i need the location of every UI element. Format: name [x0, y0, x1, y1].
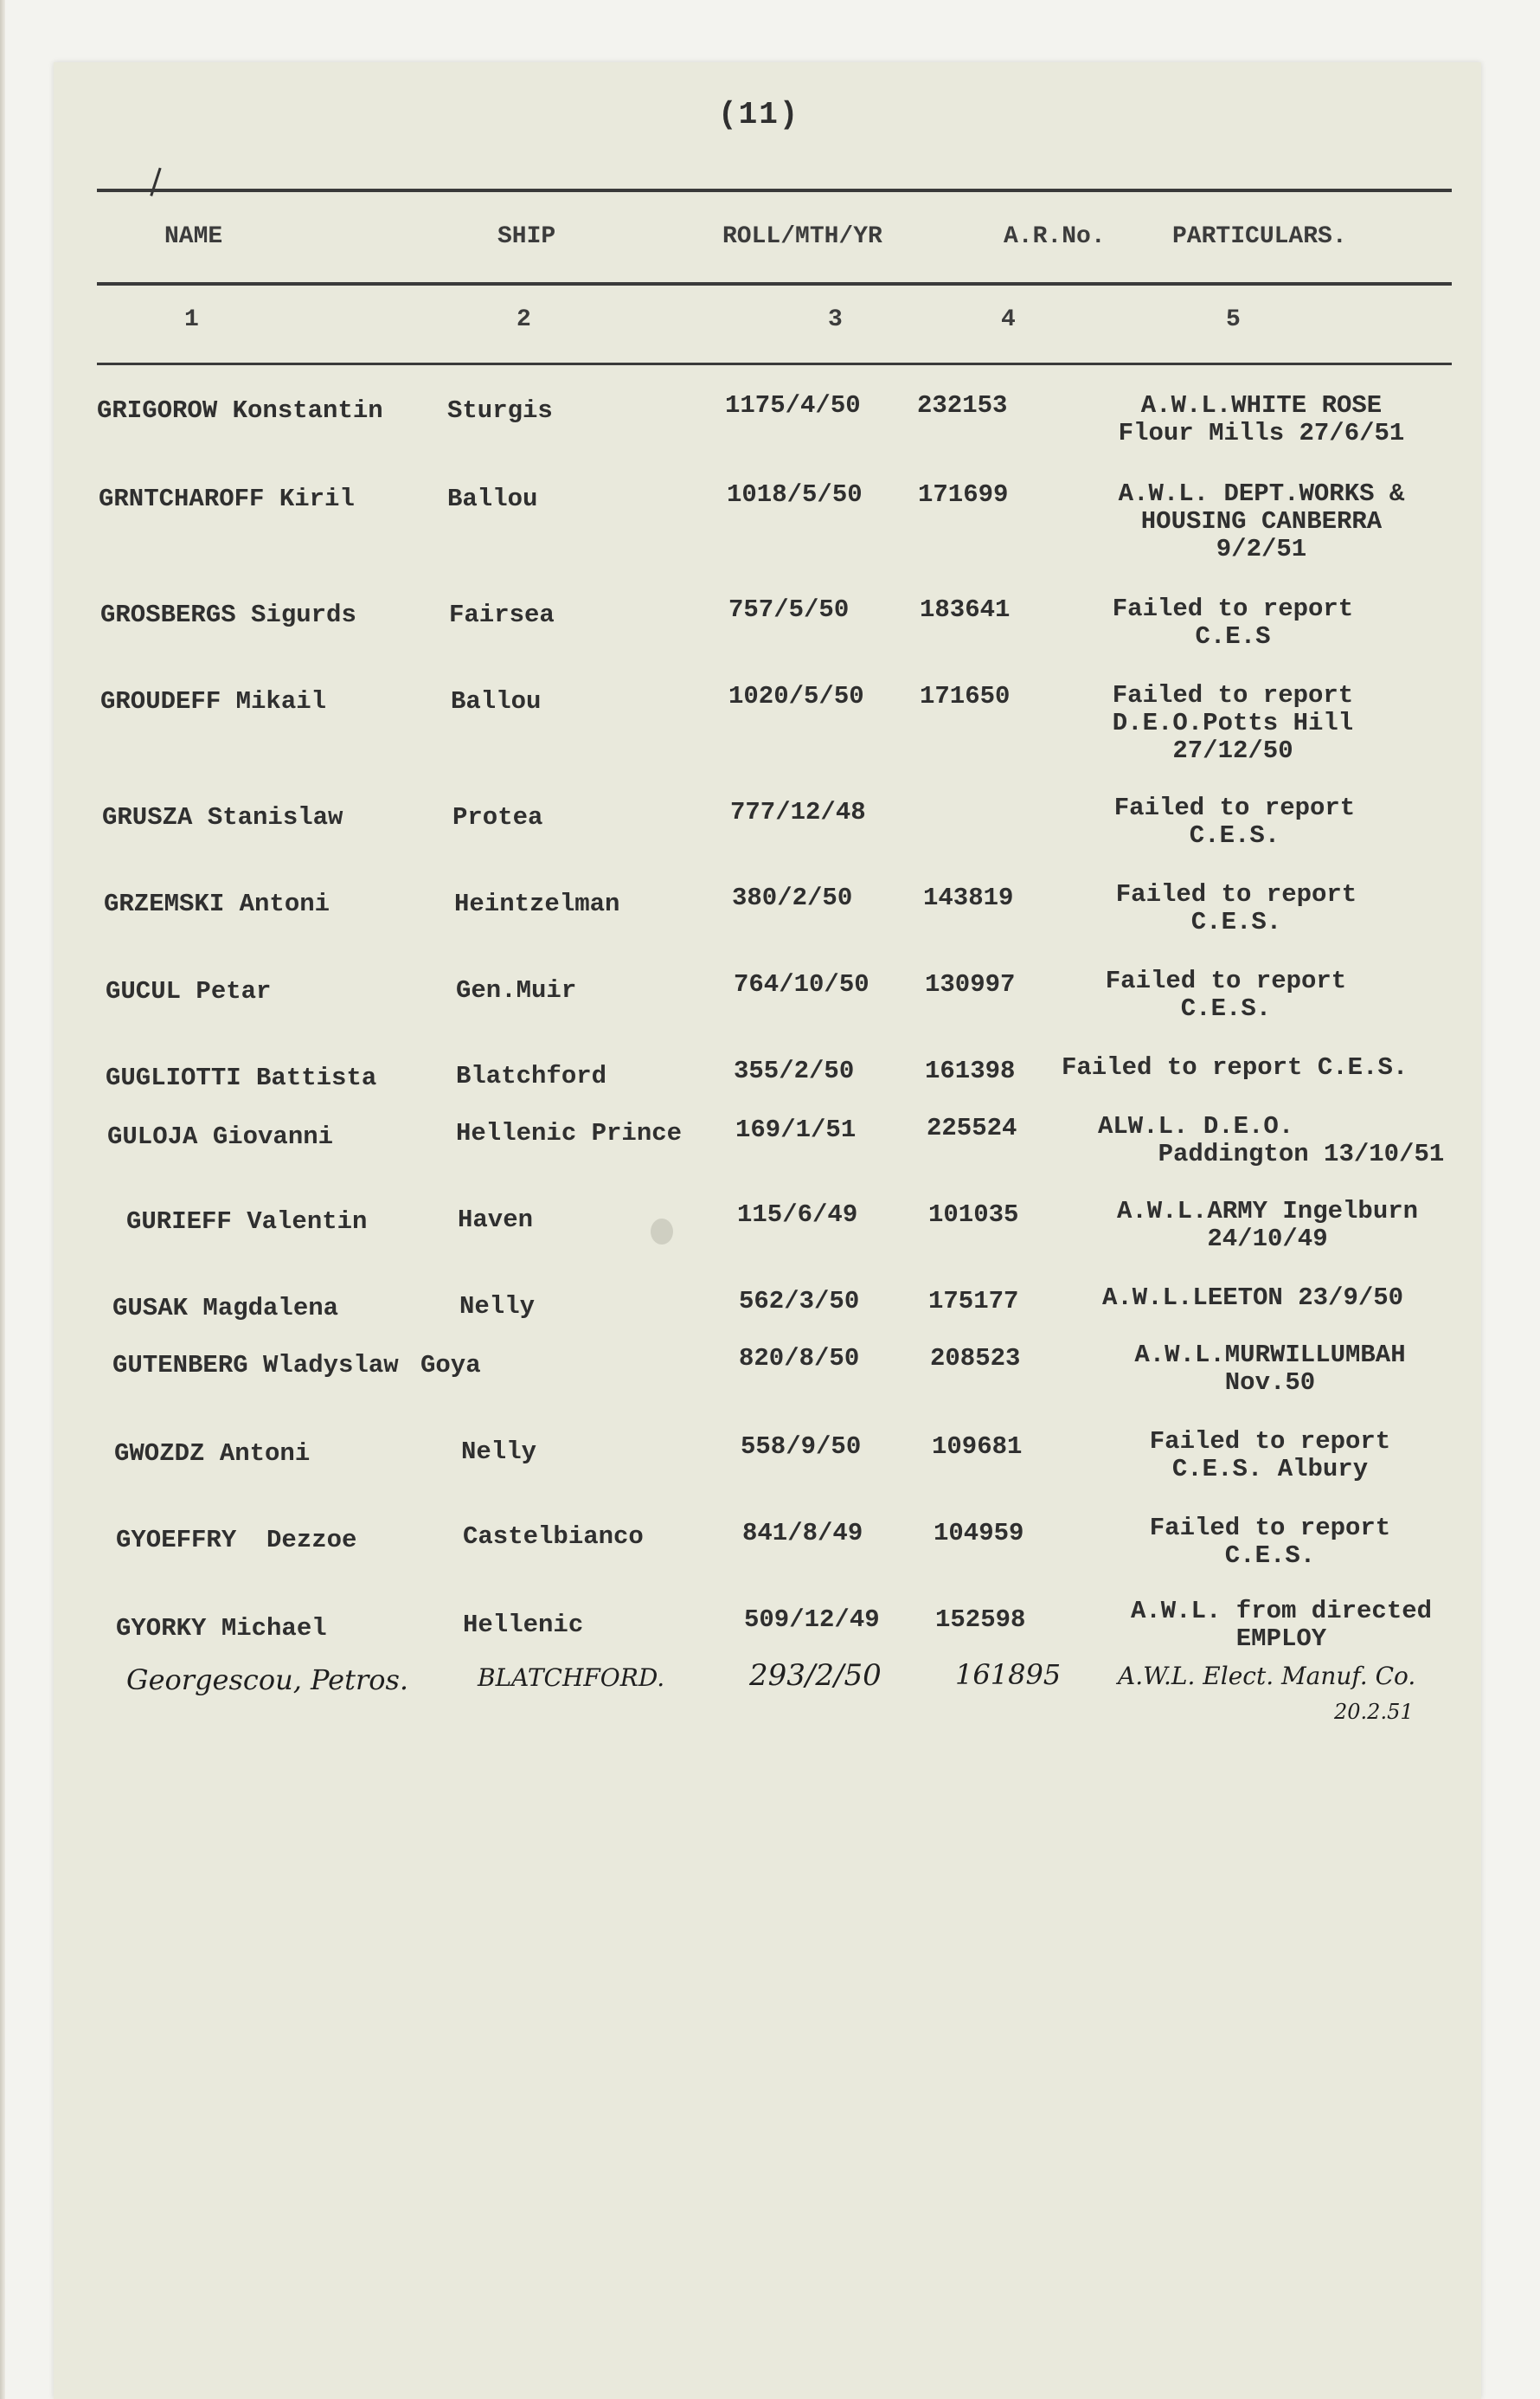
row-8-ar-no: 161398 [925, 1057, 1016, 1085]
row-9-name: GULOJA Giovanni [107, 1122, 334, 1151]
row-10-particulars: A.W.L.ARMY Ingelburn 24/10/49 [1116, 1197, 1419, 1253]
column-number-3: 3 [828, 306, 843, 333]
handwritten-roll: 293/2/50 [749, 1658, 882, 1693]
row-15-ar-no: 152598 [935, 1605, 1026, 1634]
row-2-name: GRNTCHAROFF Kiril [99, 485, 355, 513]
row-8-name: GUGLIOTTI Battista [106, 1064, 377, 1092]
row-4-particulars: Failed to report D.E.O.Potts Hill 27/12/50 [1112, 681, 1354, 765]
row-14-roll: 841/8/49 [742, 1519, 863, 1547]
header-rule-bottom [97, 363, 1452, 365]
row-1-ar-no: 232153 [917, 391, 1008, 420]
row-7-particulars: Failed to report C.E.S. [1105, 967, 1347, 1023]
row-2-particulars: A.W.L. DEPT.WORKS & HOUSING CANBERRA 9/2/51 [1118, 479, 1405, 563]
row-14-ship: Castelbianco [463, 1522, 644, 1551]
row-6-particulars: Failed to report C.E.S. [1115, 880, 1357, 936]
row-5-particulars: Failed to report C.E.S. [1113, 794, 1356, 850]
row-11-ship: Nelly [459, 1292, 536, 1321]
header-rule-middle [97, 282, 1452, 286]
header-rule-top [97, 189, 1452, 192]
header-ar-no: A.R.No. [1004, 223, 1106, 250]
row-14-ar-no: 104959 [934, 1519, 1024, 1547]
row-15-particulars: A.W.L. from directed EMPLOY [1130, 1597, 1433, 1653]
handwritten-ar-no: 161895 [955, 1658, 1062, 1691]
row-1-ship: Sturgis [447, 396, 553, 425]
row-6-roll: 380/2/50 [732, 884, 853, 912]
column-number-5: 5 [1226, 306, 1241, 333]
row-2-roll: 1018/5/50 [727, 480, 863, 509]
row-1-roll: 1175/4/50 [725, 391, 861, 420]
row-4-name: GROUDEFF Mikail [100, 687, 327, 716]
row-5-roll: 777/12/48 [730, 798, 866, 826]
row-10-roll: 115/6/49 [737, 1200, 858, 1229]
column-number-2: 2 [517, 306, 531, 333]
row-9-ar-no: 225524 [927, 1114, 1017, 1142]
row-14-name: GYOEFFRY Dezzoe [116, 1526, 357, 1554]
row-9-particulars: ALW.L. D.E.O. Paddington 13/10/51 [1098, 1112, 1445, 1168]
row-13-ar-no: 109681 [932, 1432, 1023, 1461]
row-10-ship: Haven [458, 1206, 534, 1234]
row-12-roll: 820/8/50 [739, 1344, 860, 1373]
handwritten-name: Georgescou, Petros. [126, 1663, 409, 1696]
row-11-particulars: A.W.L.LEETON 23/9/50 [1102, 1283, 1404, 1312]
row-13-roll: 558/9/50 [741, 1432, 862, 1461]
row-10-name: GURIEFF Valentin [126, 1207, 368, 1236]
row-1-particulars: A.W.L.WHITE ROSE Flour Mills 27/6/51 [1118, 391, 1405, 447]
row-12-ship: Goya [420, 1351, 481, 1380]
row-15-name: GYORKY Michael [116, 1614, 327, 1643]
header-roll: ROLL/MTH/YR [722, 223, 882, 250]
row-7-name: GUCUL Petar [106, 977, 272, 1006]
row-12-ar-no: 208523 [930, 1344, 1021, 1373]
row-10-ar-no: 101035 [928, 1200, 1019, 1229]
handwritten-ship: BLATCHFORD. [478, 1663, 665, 1692]
row-2-ar-no: 171699 [918, 480, 1009, 509]
row-11-roll: 562/3/50 [739, 1287, 860, 1315]
row-9-roll: 169/1/51 [735, 1116, 857, 1144]
row-5-ship: Protea [452, 803, 543, 832]
row-13-name: GWOZDZ Antoni [114, 1439, 311, 1468]
header-name: NAME [164, 223, 223, 250]
header-particulars: PARTICULARS. [1172, 223, 1347, 250]
row-5-name: GRUSZA Stanislaw [102, 803, 343, 832]
row-7-ship: Gen.Muir [456, 976, 577, 1005]
row-8-roll: 355/2/50 [734, 1057, 855, 1085]
row-6-ship: Heintzelman [454, 890, 620, 918]
row-12-particulars: A.W.L.MURWILLUMBAH Nov.50 [1134, 1341, 1406, 1397]
row-3-ar-no: 183641 [920, 595, 1011, 624]
page-edge [0, 0, 5, 2399]
row-3-particulars: Failed to report C.E.S [1112, 595, 1354, 651]
paper-stain [651, 1219, 673, 1245]
column-number-4: 4 [1001, 306, 1016, 333]
row-15-ship: Hellenic [463, 1611, 584, 1639]
row-12-name: GUTENBERG Wladyslaw [112, 1351, 399, 1380]
row-11-name: GUSAK Magdalena [112, 1294, 339, 1322]
header-ship: SHIP [497, 223, 556, 250]
row-1-name: GRIGOROW Konstantin [97, 396, 383, 425]
row-7-roll: 764/10/50 [734, 970, 869, 999]
row-6-name: GRZEMSKI Antoni [104, 890, 330, 918]
row-8-particulars: Failed to report C.E.S. [1062, 1053, 1408, 1082]
page-number: (11) [718, 97, 800, 132]
row-4-roll: 1020/5/50 [728, 682, 864, 711]
row-13-ship: Nelly [461, 1437, 537, 1466]
row-4-ship: Ballou [451, 687, 542, 716]
column-number-1: 1 [184, 306, 199, 333]
row-15-roll: 509/12/49 [744, 1605, 880, 1634]
row-14-particulars: Failed to report C.E.S. [1149, 1514, 1391, 1570]
row-3-ship: Fairsea [449, 601, 555, 629]
row-4-ar-no: 171650 [920, 682, 1011, 711]
row-3-name: GROSBERGS Sigurds [100, 601, 356, 629]
row-13-particulars: Failed to report C.E.S. Albury [1149, 1427, 1391, 1483]
handwritten-particulars: A.W.L. Elect. Manuf. Co. [1118, 1662, 1416, 1690]
row-8-ship: Blatchford [456, 1062, 607, 1090]
row-9-ship: Hellenic Prince [456, 1119, 683, 1148]
handwritten-date: 20.2.51 [1334, 1700, 1414, 1724]
row-11-ar-no: 175177 [928, 1287, 1019, 1315]
row-6-ar-no: 143819 [923, 884, 1014, 912]
row-2-ship: Ballou [447, 485, 538, 513]
row-7-ar-no: 130997 [925, 970, 1016, 999]
row-3-roll: 757/5/50 [728, 595, 850, 624]
